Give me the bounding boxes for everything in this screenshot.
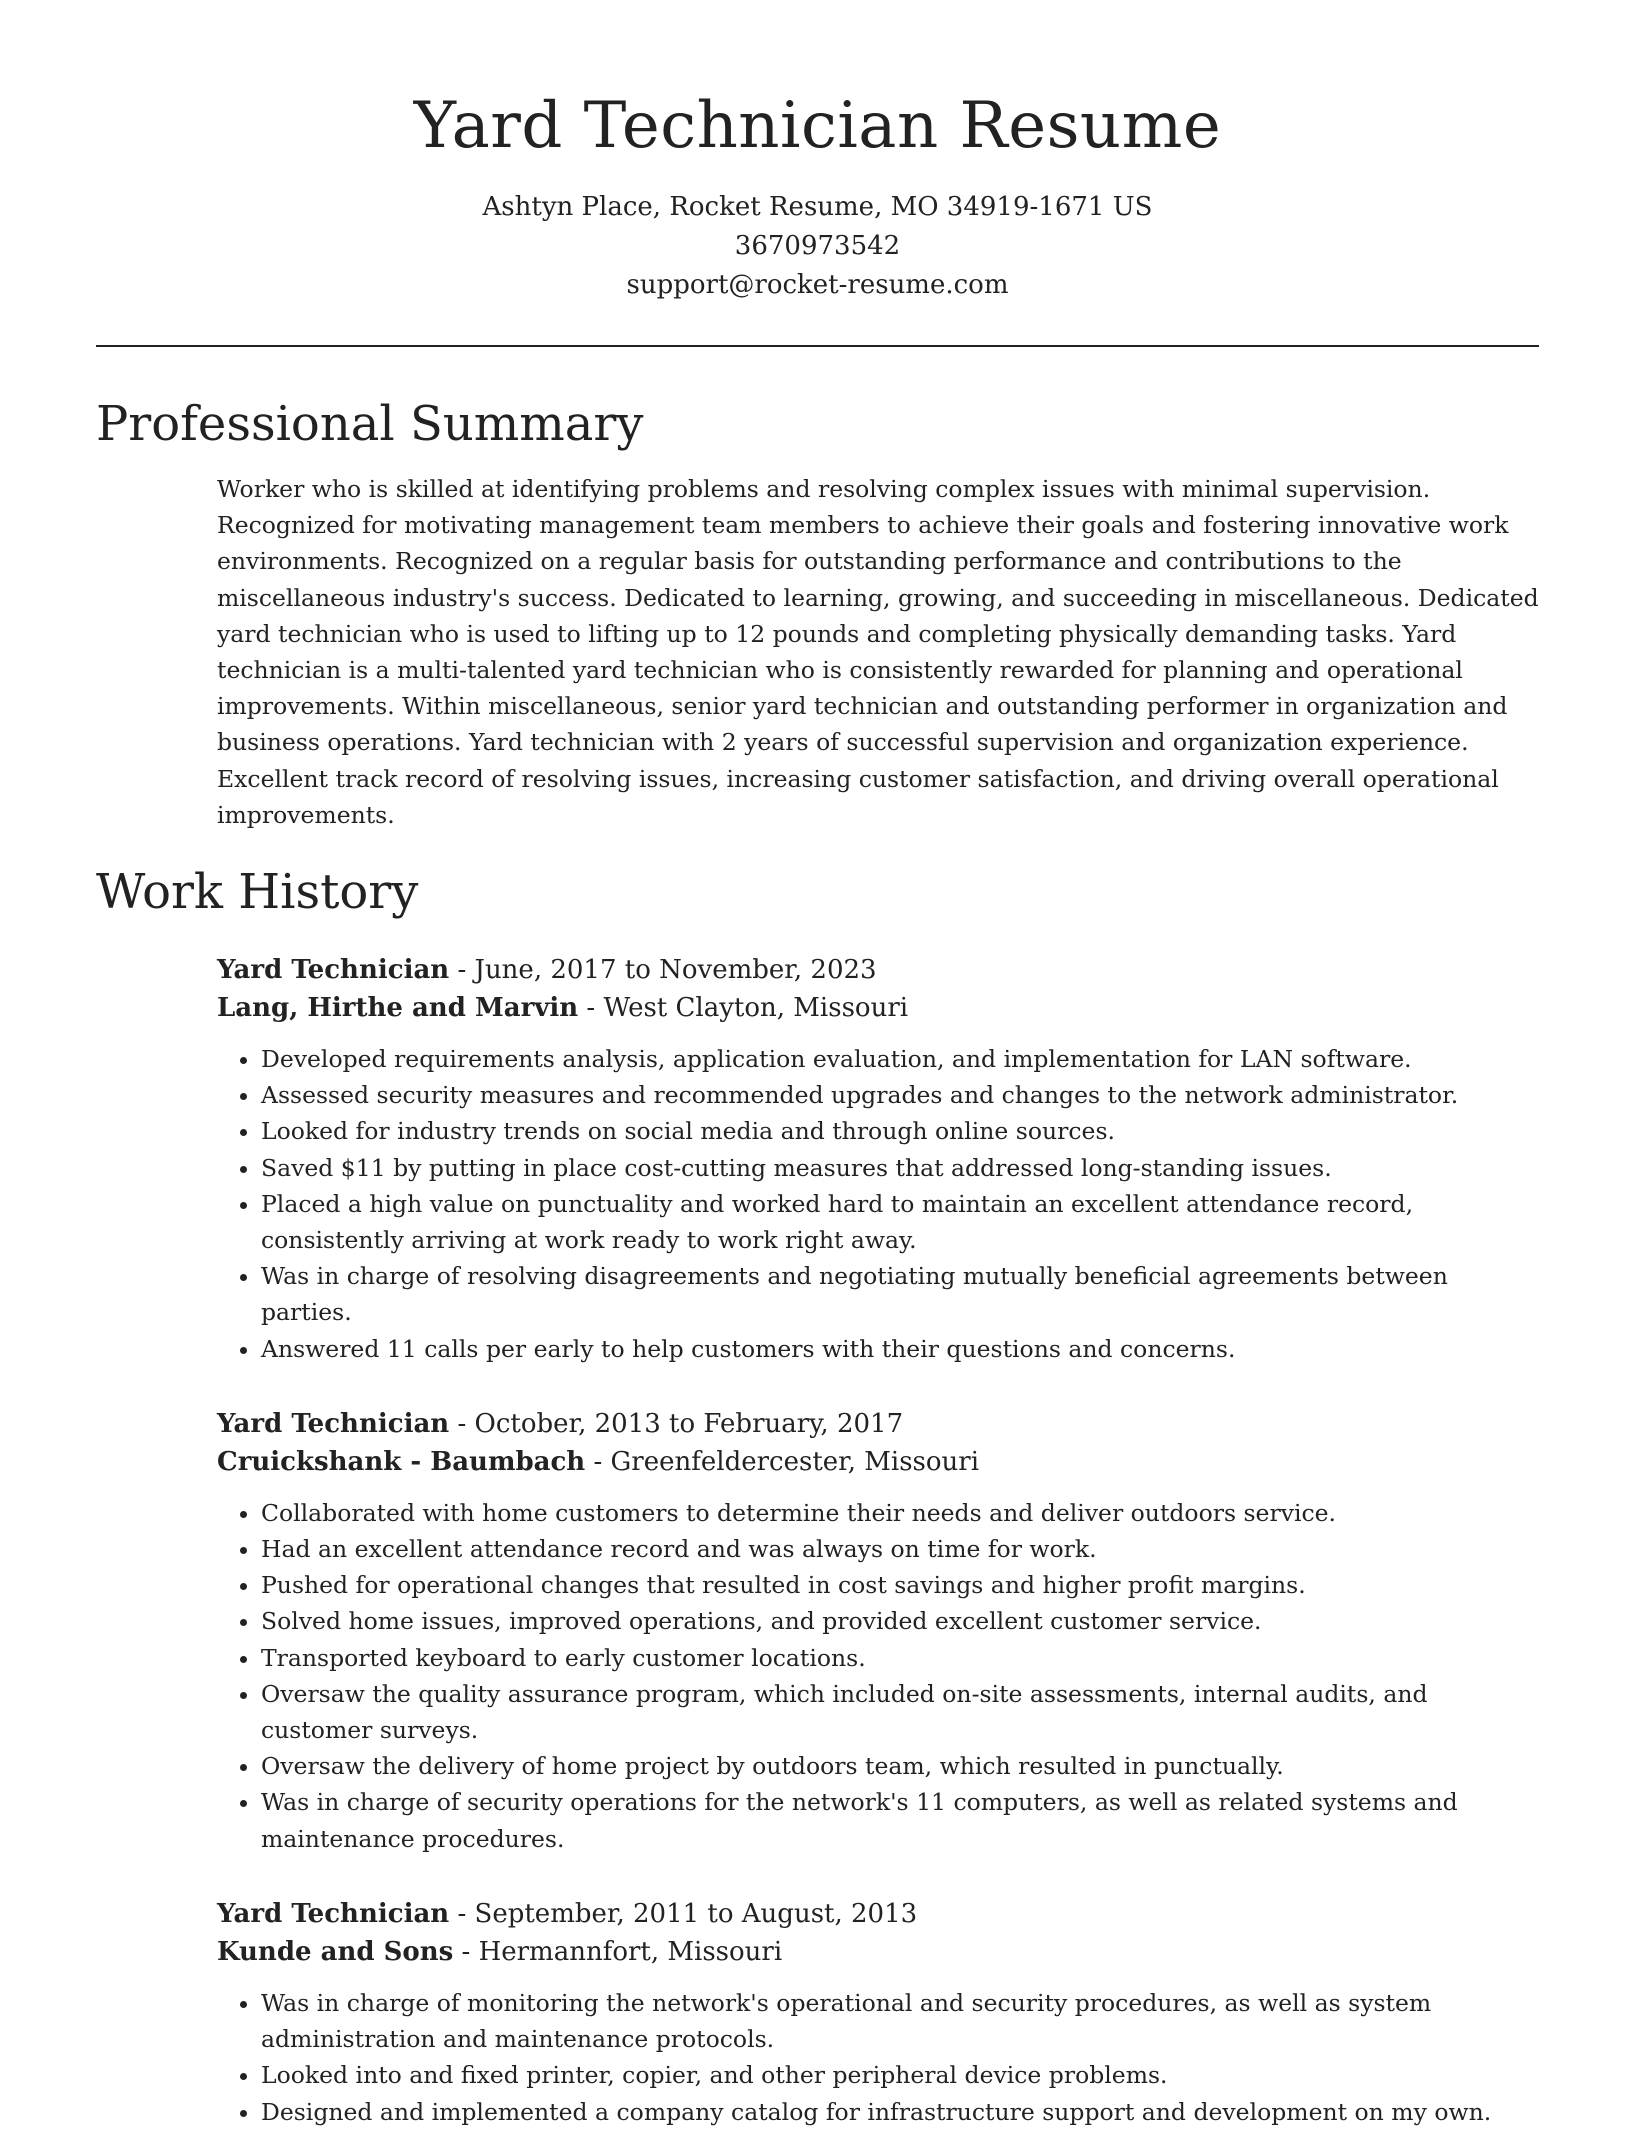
job-dates: - October, 2013 to February, 2017 xyxy=(449,1408,904,1439)
job-bullet: • Placed a high value on punctuality and worked hard to maintain an excellent attendance record, consistently arriving at work ready to work right away. xyxy=(261,1186,1539,1258)
job-entry xyxy=(217,951,1539,1367)
job-role-line xyxy=(217,1405,1539,1443)
work-history-list xyxy=(217,951,1539,2130)
resume-page xyxy=(96,0,1539,2130)
job-bullet: • Collaborated with home customers to determine their needs and deliver outdoors service. xyxy=(261,1495,1539,1531)
job-company: Cruickshank - Baumbach xyxy=(217,1446,586,1477)
job-dates: - June, 2017 to November, 2023 xyxy=(449,955,877,986)
job-location: - Hermannfort, Missouri xyxy=(453,1936,783,1967)
contact-address: Ashtyn Place, Rocket Resume, MO 34919-1671 US xyxy=(482,192,1153,222)
job-bullets xyxy=(217,1495,1539,1857)
job-entry xyxy=(217,1895,1539,2130)
job-company: Kunde and Sons xyxy=(217,1936,454,1967)
contact-block xyxy=(96,188,1539,305)
resume-header xyxy=(96,0,1539,305)
contact-phone: 3670973542 xyxy=(734,231,901,261)
summary-text: Worker who is skilled at identifying problems and resolving complex issues with minimal supervision. Recognized for motivating management team members to achieve their goals and fostering innovative work environments. Recognized on a regular basis for outstanding performance and contributions to the miscellaneous industry's success. Dedicated to learning, growing, and succeeding in miscellaneous. Dedicated yard technician who is used to lifting up to 12 pounds and completing physically demanding tasks. Yard technician is a multi-talented yard technician who is consistently rewarded for planning and operational improvements. Within miscellaneous, senior yard technician and outstanding performer in organization and business operations. Yard technician with 2 years of successful supervision and organization experience. Excellent track record of resolving issues, increasing customer satisfaction, and driving overall operational improvements. xyxy=(217,475,1539,829)
job-bullet: • Transported keyboard to early customer locations. xyxy=(261,1640,1539,1676)
job-company-line xyxy=(217,989,1539,1027)
job-role-line xyxy=(217,951,1539,989)
job-bullets xyxy=(217,1041,1539,1367)
job-location: - West Clayton, Missouri xyxy=(578,993,909,1024)
job-bullet: • Was in charge of resolving disagreements and negotiating mutually beneficial agreements between parties. xyxy=(261,1258,1539,1330)
header-divider xyxy=(96,345,1539,347)
job-dates: - September, 2011 to August, 2013 xyxy=(449,1898,918,1929)
job-bullet: • Developed requirements analysis, application evaluation, and implementation for LAN software. xyxy=(261,1041,1539,1077)
contact-email: support@rocket-resume.com xyxy=(626,270,1009,300)
job-bullets xyxy=(217,1985,1539,2130)
job-company-line xyxy=(217,1443,1539,1481)
job-role: Yard Technician xyxy=(217,1898,450,1929)
job-bullet: • Oversaw the delivery of home project by outdoors team, which resulted in punctually. xyxy=(261,1748,1539,1784)
job-role: Yard Technician xyxy=(217,1408,450,1439)
job-bullet: • Looked for industry trends on social media and through online sources. xyxy=(261,1113,1539,1149)
job-bullet: • Pushed for operational changes that resulted in cost savings and higher profit margins. xyxy=(261,1567,1539,1603)
job-company-line xyxy=(217,1933,1539,1971)
job-entry xyxy=(217,1405,1539,1857)
job-location: - Greenfeldercester, Missouri xyxy=(585,1446,980,1477)
job-bullet: • Answered 11 calls per early to help customers with their questions and concerns. xyxy=(261,1331,1539,1367)
work-history-heading: Work History xyxy=(96,864,419,921)
job-bullet: • Looked into and fixed printer, copier, and other peripheral device problems. xyxy=(261,2057,1539,2093)
resume-title: Yard Technician Resume xyxy=(413,89,1222,163)
job-company: Lang, Hirthe and Marvin xyxy=(217,993,579,1024)
job-bullet: • Was in charge of security operations for the network's 11 computers, as well as related systems and maintenance procedures. xyxy=(261,1784,1539,1856)
job-bullet: • Saved $11 by putting in place cost-cutting measures that addressed long-standing issues. xyxy=(261,1150,1539,1186)
job-role: Yard Technician xyxy=(217,955,450,986)
job-bullet: • Designed and implemented a company catalog for infrastructure support and development on my own. xyxy=(261,2094,1539,2130)
job-bullet: • Had an excellent attendance record and was always on time for work. xyxy=(261,1531,1539,1567)
job-bullet: • Was in charge of monitoring the network's operational and security procedures, as well as system administration and maintenance protocols. xyxy=(261,1985,1539,2057)
summary-heading: Professional Summary xyxy=(96,396,644,452)
job-bullet: • Oversaw the quality assurance program, which included on-site assessments, internal audits, and customer surveys. xyxy=(261,1676,1539,1748)
job-bullet: • Assessed security measures and recommended upgrades and changes to the network administrator. xyxy=(261,1077,1539,1113)
job-role-line xyxy=(217,1895,1539,1933)
job-bullet: • Solved home issues, improved operations, and provided excellent customer service. xyxy=(261,1603,1539,1639)
